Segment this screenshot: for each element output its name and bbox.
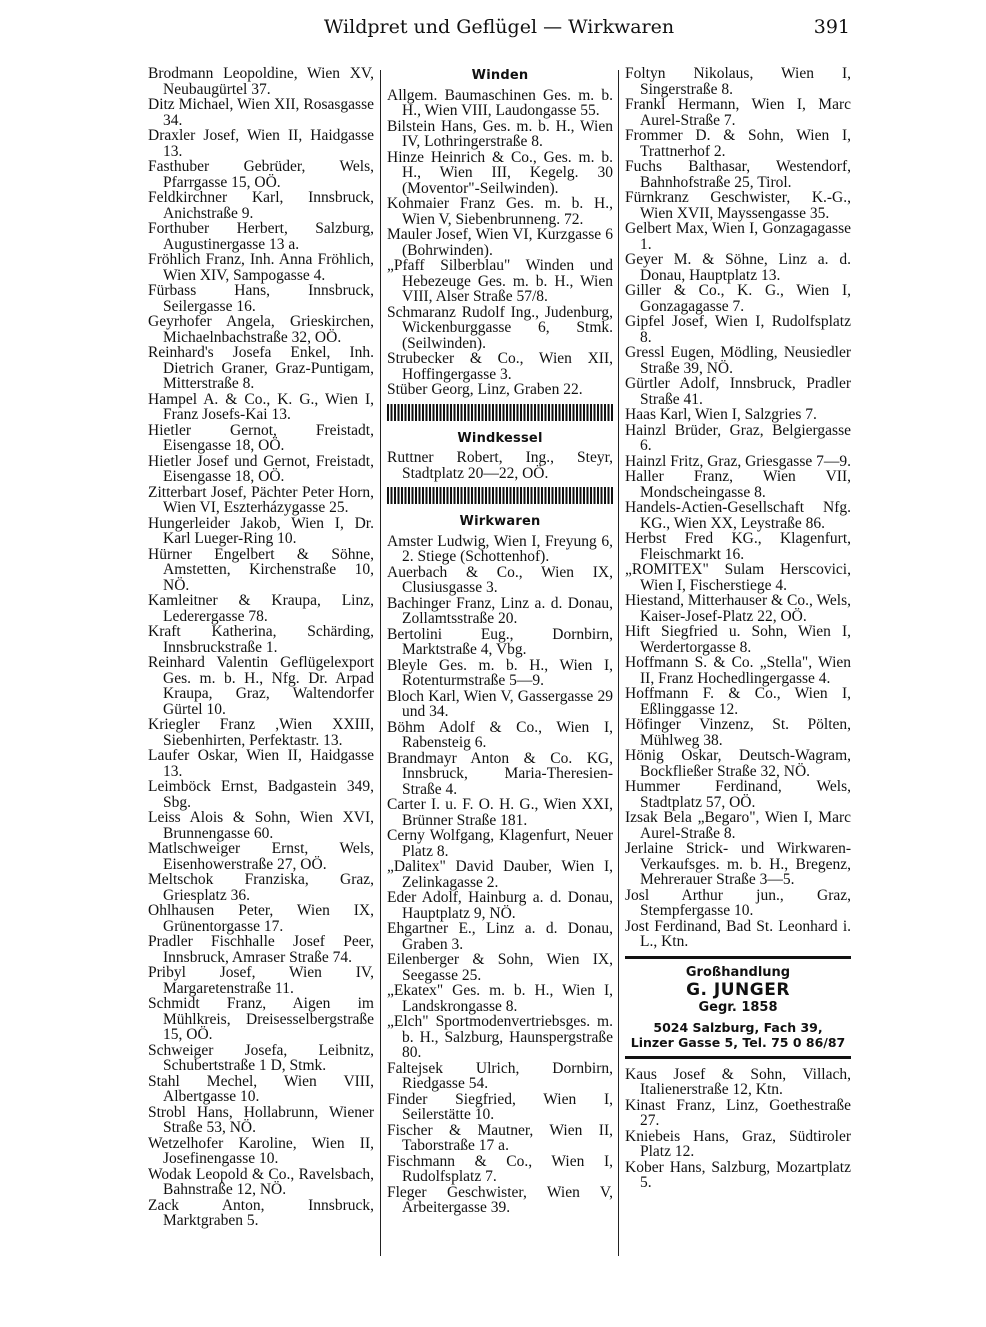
directory-entry: Hinze Heinrich & Co., Ges. m. b. H., Wien III, Kegelg. 30 (Moventor"-Seilwinden). xyxy=(387,148,613,197)
directory-entry: Fürnkranz Geschwister, K.-G., Wien XVII, Mayssengasse 35. xyxy=(625,189,851,222)
directory-entry: Giller & Co., K. G., Wien I, Gonzagagasse 7. xyxy=(625,282,851,315)
directory-entry: Ruttner Robert, Ing., Steyr, Stadtplatz 20—22, OÖ. xyxy=(387,449,613,482)
directory-entry: Fleger Geschwister, Wien V, Arbeitergasse 39. xyxy=(387,1183,613,1216)
directory-entry: Handels-Actien-Gesellschaft Nfg. KG., Wien XX, Leystraße 86. xyxy=(625,499,851,532)
directory-entry: „Dalitex" David Dauber, Wien I, Zelinkagasse 2. xyxy=(387,858,613,891)
directory-entry: Bloch Karl, Wien V, Gassergasse 29 und 34. xyxy=(387,687,613,720)
directory-entry: Mauler Josef, Wien VI, Kurzgasse 6 (Bohrwinden). xyxy=(387,226,613,259)
directory-entry: Jerlaine Strick- und Wirkwaren-Verkaufsges. m. b. H., Bregenz, Mehrerauer Straße 3—5. xyxy=(625,840,851,888)
directory-entry: Reinhard's Josefa Enkel, Inh. Dietrich Graner, Graz-Puntigam, Mitterstraße 8. xyxy=(148,344,374,392)
directory-entry: Feldkirchner Karl, Innsbruck, Anichstraße 9. xyxy=(148,189,374,222)
directory-entry: Fürbass Hans, Innsbruck, Seilergasse 16. xyxy=(148,282,374,315)
directory-entry: Eilenberger & Sohn, Wien IX, Seegasse 25. xyxy=(387,951,613,984)
directory-entry: Kinast Franz, Linz, Goethestraße 27. xyxy=(625,1096,851,1129)
directory-entry: Kraft Katherina, Schärding, Innsbruckstraße 1. xyxy=(148,623,374,656)
directory-entry: „Pfaff Silberblau" Winden und Hebezeuge Ges. m. b. H., Wien VIII, Alser Straße 57/8. xyxy=(387,257,613,305)
directory-entry: Wodak Leopold & Co., Ravelsbach, Bahnstraße 12, NÖ. xyxy=(148,1165,374,1198)
ad-founded: Gegr. 1858 xyxy=(698,999,778,1015)
ad-company: G. JUNGER xyxy=(686,979,790,1000)
directory-entry: Böhm Adolf & Co., Wien I, Rabensteig 6. xyxy=(387,718,613,751)
directory-entry: Stahl Mechel, Wien VIII, Albertgasse 10. xyxy=(148,1072,374,1105)
directory-entry: Faltejsek Ulrich, Dornbirn, Riedgasse 54. xyxy=(387,1059,613,1092)
directory-entry: Gressl Eugen, Mödling, Neusiedler Straße 39, NÖ. xyxy=(625,344,851,377)
directory-entry: Brodmann Leopoldine, Wien XV, Neubaugürtel 37. xyxy=(148,65,374,98)
directory-entry: Fuchs Balthasar, Westendorf, Bahnhofstraße 25, Tirol. xyxy=(625,158,851,191)
directory-entry: Jost Ferdinand, Bad St. Leonhard i. L., Ktn. xyxy=(625,917,851,950)
directory-entry: „Ekatex" Ges. m. b. H., Wien I, Landskrongasse 8. xyxy=(387,982,613,1015)
directory-entry: Allgem. Baumaschinen Ges. m. b. H., Wien VIII, Laudongasse 55. xyxy=(387,86,613,119)
section-heading-windkessel: Windkessel xyxy=(457,430,543,446)
directory-entry: Gipfel Josef, Wien I, Rudolfsplatz 8. xyxy=(625,313,851,346)
ad-address: 5024 Salzburg, Fach 39, xyxy=(653,1019,823,1035)
directory-entry: Brandmayr Anton & Co. KG, Innsbruck, Maria-Theresien-Straße 4. xyxy=(387,749,613,798)
directory-entry: Izsak Bela „Begaro", Wien I, Marc Aurel-Straße 8. xyxy=(625,809,851,842)
directory-entry: Hönig Oskar, Deutsch-Wagram, Bockfließer Straße 32, NÖ. xyxy=(625,747,851,780)
page-number: 391 xyxy=(813,16,850,38)
directory-entry: Bleyle Ges. m. b. H., Wien I, Rotenturmstraße 5—9. xyxy=(387,656,613,689)
directory-entry: Reinhard Valentin Geflügelexport Ges. m. b. H., Nfg. Dr. Arpad Kraupa, Graz, Waltendorfer Gürtel 10. xyxy=(148,654,374,718)
directory-entry: Hummer Ferdinand, Wels, Stadtplatz 57, OÖ. xyxy=(625,778,851,811)
directory-entry: Gelbert Max, Wien I, Gonzagagasse 1. xyxy=(625,220,851,253)
directory-entry: Geyer M. & Söhne, Linz a. d. Donau, Hauptplatz 13. xyxy=(625,251,851,284)
directory-entry: Hampel A. & Co., K. G., Wien I, Franz Josefs-Kai 13. xyxy=(148,390,374,423)
directory-entry: Bertolini Eug., Dornbirn, Marktstraße 4, Vbg. xyxy=(387,625,613,658)
directory-entry: „ROMITEX" Sulam Herscovici, Wien I, Fischerstiege 4. xyxy=(625,561,851,594)
directory-entry: Bachinger Franz, Linz a. d. Donau, Zollamtsstraße 20. xyxy=(387,594,613,627)
directory-entry: Zitterbart Josef, Pächter Peter Horn, Wien VI, Eszterházygasse 25. xyxy=(148,483,374,516)
directory-entry: Hietler Gernot, Freistadt, Eisengasse 18, OÖ. xyxy=(148,421,374,454)
directory-entry: Herbst Fred KG., Klagenfurt, Fleischmarkt 16. xyxy=(625,530,851,563)
section-separator xyxy=(387,487,613,504)
directory-entry: Hoffmann F. & Co., Wien I, Eßlinggasse 12. xyxy=(625,685,851,718)
directory-entry: Pribyl Josef, Wien IV, Margaretenstraße 11. xyxy=(148,964,374,997)
directory-entry: Fröhlich Franz, Inh. Anna Fröhlich, Wien XIV, Sampogasse 4. xyxy=(148,251,374,284)
directory-entry: Hift Siegfried u. Sohn, Wien I, Werdertorgasse 8. xyxy=(625,623,851,656)
directory-entry: Zack Anton, Innsbruck, Marktgraben 5. xyxy=(148,1196,374,1229)
directory-entry: Kaus Josef & Sohn, Villach, Italienerstraße 12, Ktn. xyxy=(625,1065,851,1098)
directory-entry: Fischer & Mautner, Wien II, Taborstraße 17 a. xyxy=(387,1121,613,1154)
ad-category: Großhandlung xyxy=(685,964,791,980)
directory-entry: Leimböck Ernst, Badgastein 349, Sbg. xyxy=(148,778,374,811)
wirkwaren-list-continued xyxy=(625,66,851,950)
winden-list xyxy=(387,88,613,398)
directory-entry: Kohmaier Franz Ges. m. b. H., Wien V, Siebenbrunneng. 72. xyxy=(387,195,613,228)
directory-entry: Schmaranz Rudolf Ing., Judenburg, Wickenburggasse 6, Stmk. (Seilwinden). xyxy=(387,303,613,352)
directory-entry: „Elch" Sportmodenvertriebsges. m. b. H., Salzburg, Haunspergstraße 80. xyxy=(387,1013,613,1061)
section-heading-wirkwaren: Wirkwaren xyxy=(459,514,541,529)
ad-contact: Linzer Gasse 5, Tel. 75 0 86/87 xyxy=(630,1034,846,1050)
column-right xyxy=(625,66,851,1191)
directory-entry: Foltyn Nikolaus, Wien I, Singerstraße 8. xyxy=(625,65,851,98)
directory-entry: Kober Hans, Salzburg, Mozartplatz 5. xyxy=(625,1158,851,1191)
directory-entry: Josl Arthur jun., Graz, Stempfergasse 10. xyxy=(625,886,851,919)
directory-entry: Haas Karl, Wien I, Salzgries 7. xyxy=(625,406,817,423)
directory-entry: Ditz Michael, Wien XII, Rosasgasse 34. xyxy=(148,96,374,129)
directory-entry: Kniebeis Hans, Graz, Südtiroler Platz 12. xyxy=(625,1127,851,1160)
directory-entry: Hungerleider Jakob, Wien I, Dr. Karl Lueger-Ring 10. xyxy=(148,514,374,547)
directory-entry: Matlschweiger Ernst, Wels, Eisenhowerstraße 27, OÖ. xyxy=(148,840,374,873)
directory-entry: Meltschok Franziska, Graz, Griesplatz 36. xyxy=(148,871,374,904)
directory-entry: Hainzl Brüder, Graz, Belgiergasse 6. xyxy=(625,421,851,454)
section-separator xyxy=(387,404,613,421)
directory-entry: Pradler Fischhalle Josef Peer, Innsbruck, Amraser Straße 74. xyxy=(148,933,374,966)
directory-entry: Hürner Engelbert & Söhne, Amstetten, Kirchenstraße 10, NÖ. xyxy=(148,545,374,594)
directory-entry: Bilstein Hans, Ges. m. b. H., Wien IV, Lothringerstraße 8. xyxy=(387,117,613,150)
directory-entry: Fischmann & Co., Wien I, Rudolfsplatz 7. xyxy=(387,1152,613,1185)
directory-entry: Gürtler Adolf, Innsbruck, Pradler Straße 41. xyxy=(625,375,851,408)
directory-entry: Eder Adolf, Hainburg a. d. Donau, Hauptplatz 9, NÖ. xyxy=(387,889,613,922)
directory-entry: Finder Siegfried, Wien I, Seilerstätte 10. xyxy=(387,1090,613,1123)
wirkwaren-list-continued-2 xyxy=(625,1067,851,1191)
directory-entry: Kriegler Franz ,Wien XXIII, Siebenhirten, Perfektastr. 13. xyxy=(148,716,374,749)
directory-entry: Schweiger Josefa, Leibnitz, Schubertstraße 1 D, Stmk. xyxy=(148,1041,374,1074)
directory-entry: Carter I. u. F. O. H. G., Wien XXI, Brünner Straße 181. xyxy=(387,796,613,829)
directory-entry: Amster Ludwig, Wien I, Freyung 6, 2. Stiege (Schottenhof). xyxy=(387,532,613,565)
column-divider xyxy=(380,70,381,1256)
directory-entry: Hoffmann S. & Co. „Stella", Wien II, Franz Hochedlingergasse 4. xyxy=(625,654,851,687)
page-header xyxy=(148,16,850,42)
directory-entry: Forthuber Herbert, Salzburg, Augustinergasse 13 a. xyxy=(148,220,374,253)
directory-entry: Strobl Hans, Hollabrunn, Wiener Straße 53, NÖ. xyxy=(148,1103,374,1136)
directory-entry: Wetzelhofer Karoline, Wien II, Josefinengasse 10. xyxy=(148,1134,374,1167)
directory-entry: Hainzl Fritz, Graz, Griesgasse 7—9. xyxy=(625,452,851,470)
directory-entry: Frommer D. & Sohn, Wien I, Trattnerhof 2. xyxy=(625,127,851,160)
directory-entry: Auerbach & Co., Wien IX, Clusiusgasse 3. xyxy=(387,563,613,596)
column-left xyxy=(148,66,374,1229)
wirkwaren-list xyxy=(387,534,613,1216)
directory-entry: Draxler Josef, Wien II, Haidgasse 13. xyxy=(148,127,374,160)
directory-entry: Cerny Wolfgang, Klagenfurt, Neuer Platz 8. xyxy=(387,827,613,860)
directory-entry: Geyrhofer Angela, Grieskirchen, Michaelnbachstraße 32, OÖ. xyxy=(148,313,374,346)
directory-entry: Ehgartner E., Linz a. d. Donau, Graben 3. xyxy=(387,920,613,953)
directory-entry: Fasthuber Gebrüder, Wels, Pfarrgasse 15, OÖ. xyxy=(148,158,374,191)
directory-entry: Frankl Hermann, Wien I, Marc Aurel-Straße 7. xyxy=(625,96,851,129)
column-divider xyxy=(618,70,619,1256)
directory-entry: Ohlhausen Peter, Wien IX, Grünentorgasse 17. xyxy=(148,902,374,935)
directory-entry: Laufer Oskar, Wien II, Haidgasse 13. xyxy=(148,747,374,780)
column-middle xyxy=(387,66,613,1216)
page-title: Wildpret und Geflügel — Wirkwaren xyxy=(323,16,675,38)
windkessel-list xyxy=(387,450,613,481)
directory-entry: Haller Franz, Wien VII, Mondscheingasse 8. xyxy=(625,468,851,501)
directory-entry: Kamleitner & Kraupa, Linz, Lederergasse 78. xyxy=(148,592,374,625)
section-heading-winden: Winden xyxy=(471,68,529,83)
directory-entry: Höfinger Vinzenz, St. Pölten, Mühlweg 38. xyxy=(625,716,851,749)
directory-entry: Hiestand, Mitterhauser & Co., Wels, Kaiser-Josef-Platz 22, OÖ. xyxy=(625,592,851,625)
directory-entry: Hietler Josef und Gernot, Freistadt, Eisengasse 18, OÖ. xyxy=(148,452,374,485)
directory-entry: Strubecker & Co., Wien XII, Hoffingergasse 3. xyxy=(387,350,613,383)
advertisement-junger xyxy=(625,956,851,1059)
directory-entry: Leiss Alois & Sohn, Wien XVI, Brunnengasse 60. xyxy=(148,809,374,842)
directory-entry: Stüber Georg, Linz, Graben 22. xyxy=(387,381,583,398)
directory-entry: Schmidt Franz, Aigen im Mühlkreis, Dreisesselbergstraße 15, OÖ. xyxy=(148,995,374,1043)
